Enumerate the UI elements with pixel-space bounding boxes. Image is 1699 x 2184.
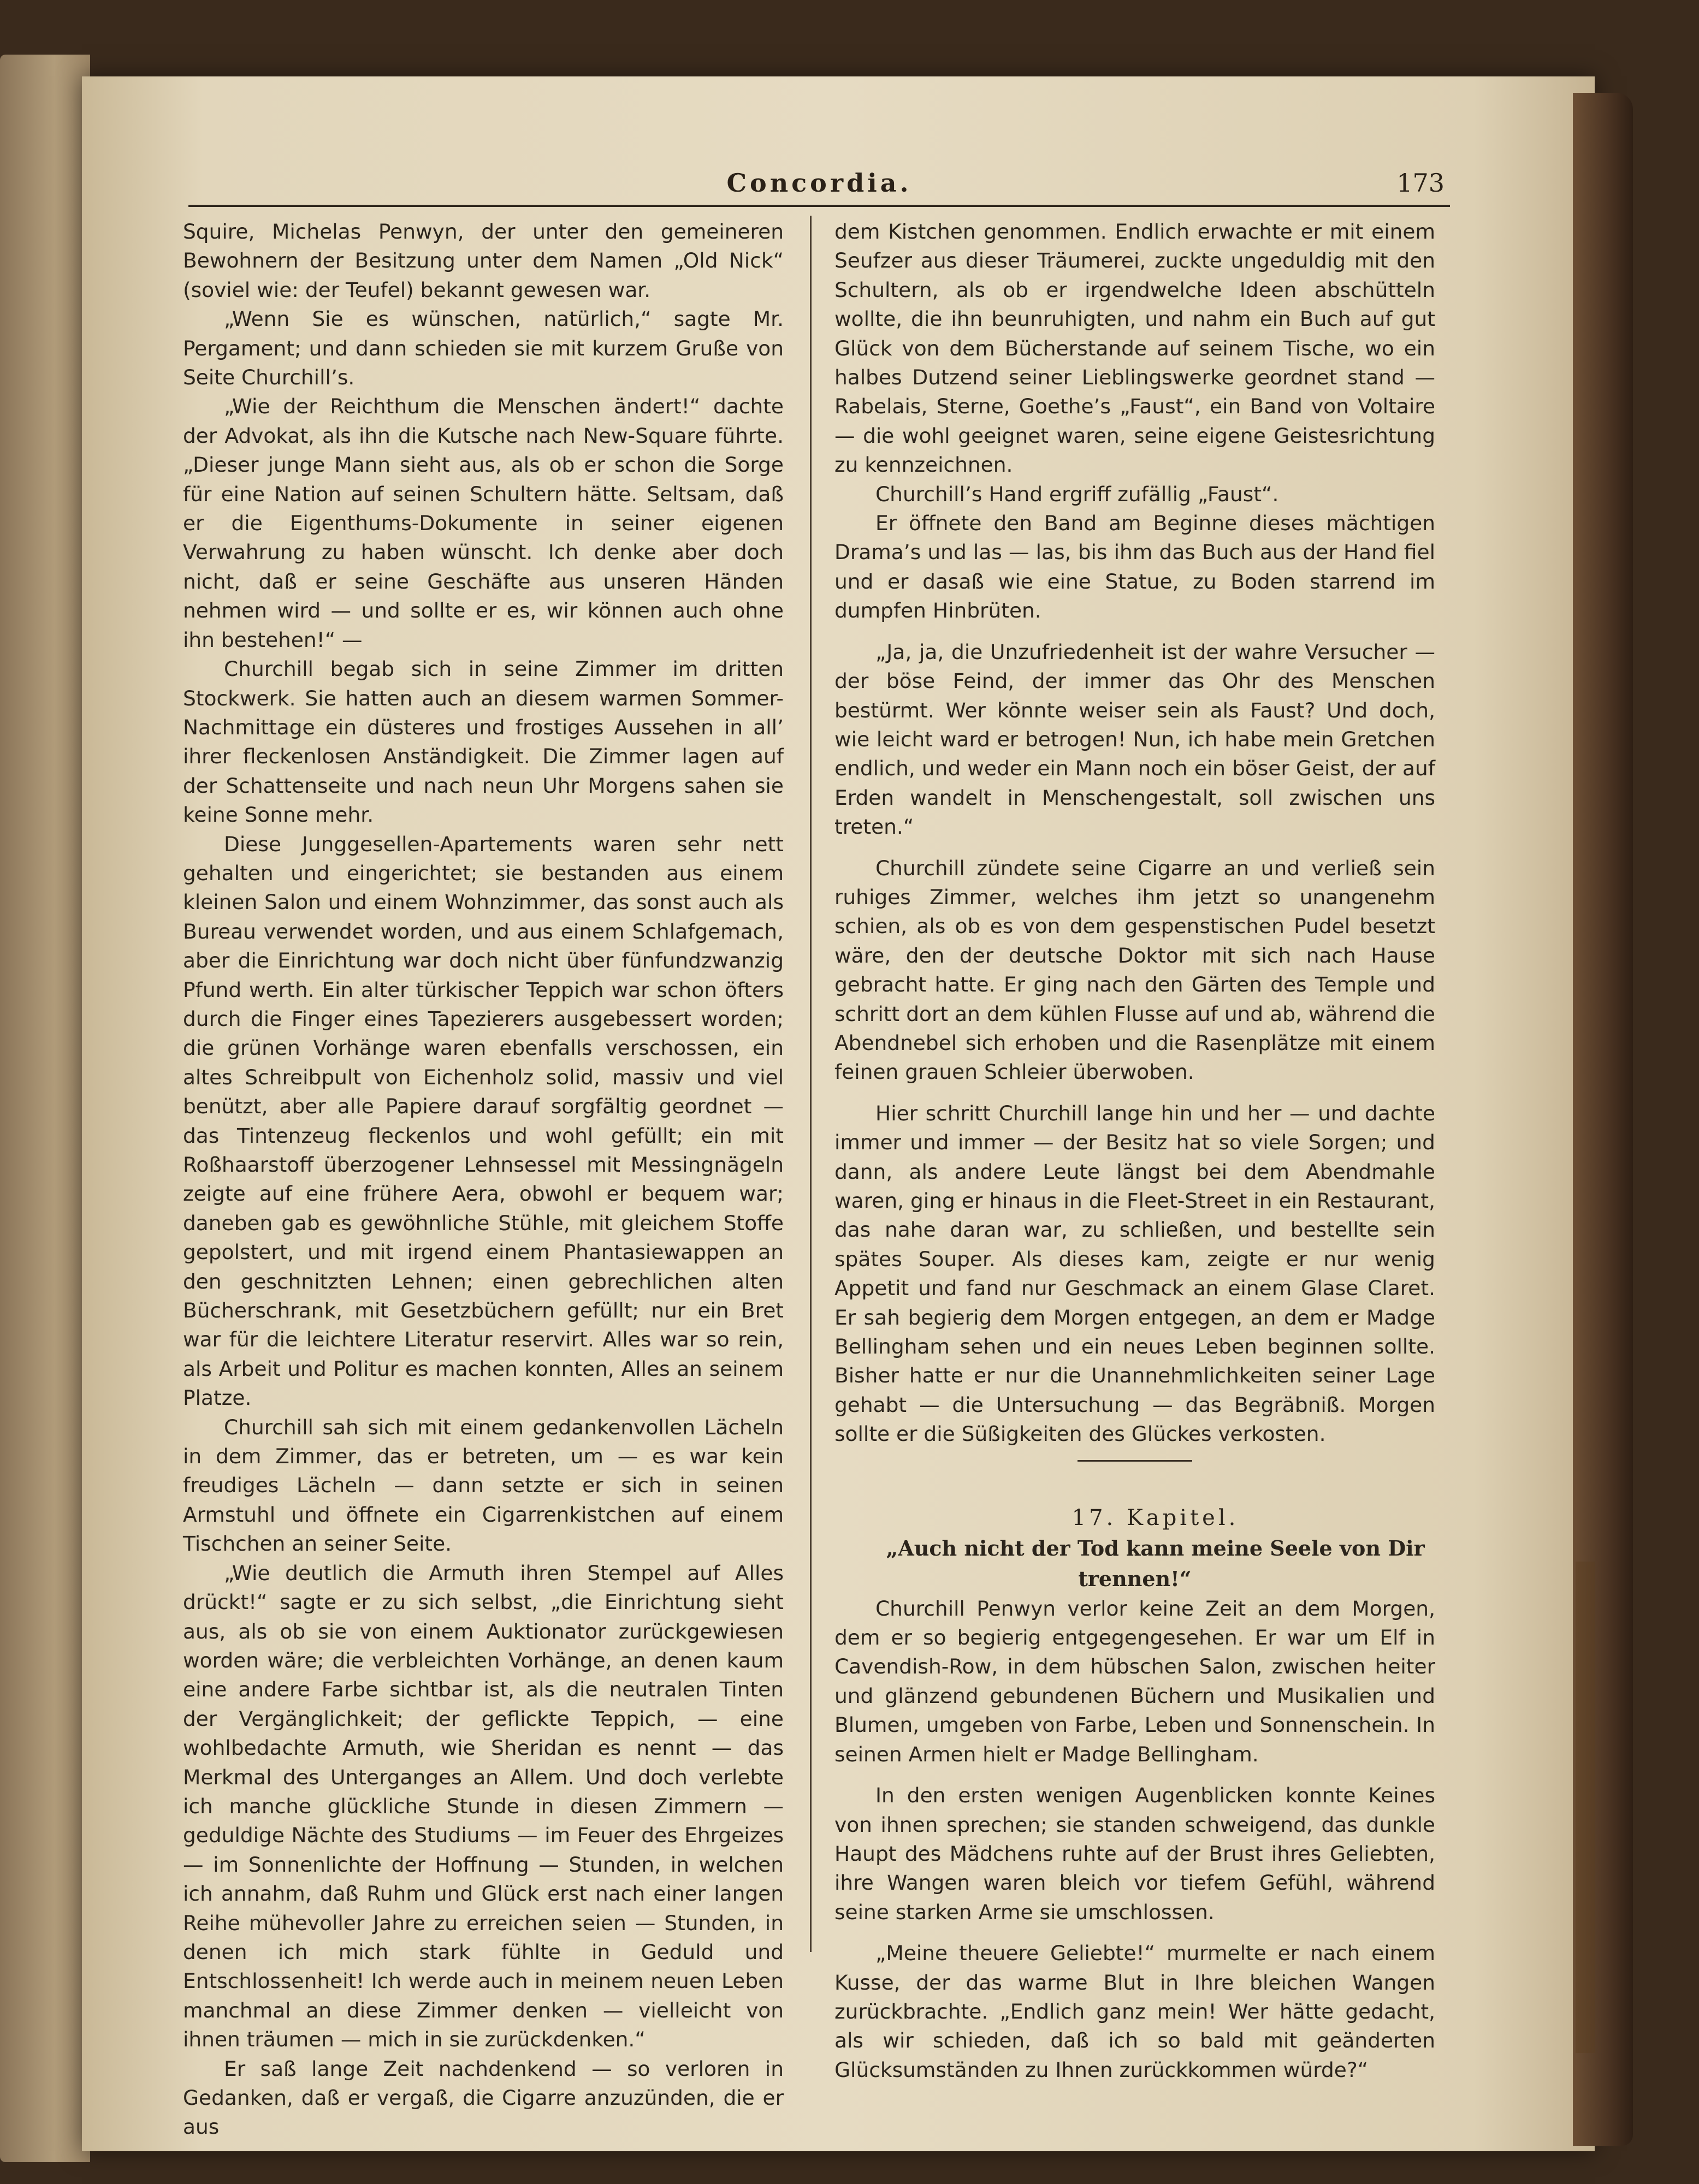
page-stain (1576, 1562, 1595, 2053)
paragraph: In den ersten wenigen Augenblicken konnte Keines von ihnen sprechen; sie standen schweigend, das dunkle Haupt des Mädchens ruhte auf der Brust ihres Geliebten, ihre Wangen waren bleich vor tiefem Gefühl, während seine starken Arme sie umschlossen. (834, 1783, 1435, 1924)
paragraph: Churchill sah sich mit einem gedankenvollen Lächeln in dem Zimmer, das er betreten, um — es war kein freudiges Lächeln — dann setzte er sich in seinen Armstuhl und öffnete ein Cigarrenkistchen auf einem Tischchen an seiner Seite. (183, 1415, 784, 1556)
paragraph: „Ja, ja, die Unzufriedenheit ist der wahre Versucher — der böse Feind, der immer das Ohr des Menschen bestürmt. Wer könnte weiser sein als Faust? Und doch, wie leicht ward er betrogen! Nun, ich habe mein Gretchen endlich, und weder ein Mann noch ein böser Geist, der auf Erden wandelt in Menschengestalt, soll zwischen uns treten.“ (834, 639, 1435, 839)
page-number: 173 (1396, 168, 1445, 198)
paragraph: „Wie deutlich die Armuth ihren Stempel auf Alles drückt!“ sagte er zu sich selbst, „die Einrichtung sieht aus, als ob sie von einem Auktionator zurückgewiesen worden wäre; die verbleichten Vorhänge, an denen kaum eine andere Farbe sichtbar ist, als die neutralen Tinten der Vergänglichkeit; der geflickte Teppich, — eine wohlbedachte Armuth, wie Sheridan es nennt — das Merkmal des Unterganges an Allem. Und doch verlebte ich manche glückliche Stunde in diesen Zimmern — geduldige Nächte des Studiums — im Feuer des Ehrgeizes — im Sonnenlichte der Hoffnung — Stunden, in welchen ich annahm, daß Ruhm und Glück erst nach einer langen Reihe mühevoller Jahre zu erreichen seien — Stunden, in denen ich mich stark fühlte in Geduld und Entschlossenheit! Ich werde auch in meinem neuen Leben manchmal an diese Zimmer denken — vielleicht von ihnen träumen — mich in sie zurückdenken.“ (183, 1560, 784, 2052)
chapter-heading: 17. Kapitel. (1072, 1505, 1239, 1530)
left-column (183, 217, 784, 2142)
paragraph: dem Kistchen genommen. Endlich erwachte er mit einem Seufzer aus dieser Träumerei, zuckte ungeduldig mit den Schultern, als ob er irgendwelche Ideen abschütteln wollte, die ihn beunruhigten, und nahm ein Buch auf gut Glück von dem Bücherstande auf seinem Tische, wo ein halbes Dutzend seiner Lieblingswerke geordnet stand — Rabelais, Sterne, Goethe’s „Faust“, ein Band von Voltaire — die wohl geeignet waren, seine eigene Geistesrichtung zu kennzeichnen. (834, 219, 1435, 477)
paragraph: Squire, Michelas Penwyn, der unter den gemeineren Bewohnern der Besitzung unter dem Namen „Old Nick“ (soviel wie: der Teufel) bekannt gewesen war. (183, 219, 784, 302)
running-header (188, 164, 1450, 207)
section-separator (1078, 1460, 1192, 1462)
paragraph: Er öffnete den Band am Beginne dieses mächtigen Drama’s und las — las, bis ihm das Buch aus der Hand fiel und er dasaß wie eine Statue, zu Boden starrend im dumpfen Hinbrüten. (834, 511, 1435, 623)
paragraph: „Wie der Reichthum die Menschen ändert!“ dachte der Advokat, als ihn die Kutsche nach New-Square führte. „Dieser junge Mann sieht aus, als ob er schon die Sorge für eine Nation auf seinen Schultern hätte. Seltsam, daß er die Eigenthums-Dokumente in seiner eigenen Verwahrung zu haben wünscht. Ich denke aber doch nicht, daß er seine Geschäfte aus unseren Händen nehmen wird — und sollte er es, wir können auch ohne ihn bestehen!“ — (183, 394, 784, 652)
paragraph: Diese Junggesellen-Apartements waren sehr nett gehalten und eingerichtet; sie bestanden aus einem kleinen Salon und einem Wohnzimmer, das sonst auch als Bureau verwendet worden, und aus einem Schlafgemach, aber die Einrichtung war doch nicht über fünfundzwanzig Pfund werth. Ein alter türkischer Teppich war schon öfters durch die Finger eines Tapezierers ausgebessert worden; die grünen Vorhänge waren ebenfalls verschossen, ein altes Schreibpult von Eichenholz solid, massiv und viel benützt, aber alle Papiere darauf sorgfältig geordnet — das Tintenzeug fleckenlos und wohl gefüllt; ein mit Roßhaarstoff überzogener Lehnsessel mit Messingnägeln zeigte auf eine frühere Aera, obwohl er bequem war; daneben gab es gewöhnliche Stühle, mit gleichem Stoffe gepolstert, und mit irgend einem Phantasiewappen an den geschnitzten Lehnen; einen gebrechlichen alten Bücherschrank, mit Gesetzbüchern gefüllt; nur ein Bret war für die leichtere Literatur reservirt. Alles war so rein, als Arbeit und Politur es machen konnten, Alles an seinem Platze. (183, 832, 784, 1410)
chapter-subtitle: „Auch nicht der Tod kann meine Seele von Dir trennen!“ (886, 1535, 1425, 1591)
paragraph: „Meine theuere Geliebte!“ murmelte er nach einem Kusse, der das warme Blut in Ihre bleichen Wangen zurückbrachte. „Endlich ganz mein! Wer hätte gedacht, als wir schieden, daß ich so bald mit geänderten Glücksumständen zu Ihnen zurückkommen würde?“ (834, 1941, 1435, 2082)
header-rule (188, 205, 1450, 207)
paragraph: Churchill’s Hand ergriff zufällig „Faust“. (875, 482, 1279, 506)
paragraph: Churchill zündete seine Cigarre an und verließ sein ruhiges Zimmer, welches ihm jetzt so unangenehm schien, als ob es von dem gespenstischen Pudel besetzt wäre, den der deutsche Doktor mit sich nach Hause gebracht hatte. Er ging nach den Gärten des Temple und schritt dort an dem kühlen Flusse auf und ab, während die Abendnebel sich erhoben und die Rasenplätze mit einem feinen grauen Schleier überwoben. (834, 856, 1435, 1084)
paragraph: Churchill begab sich in seine Zimmer im dritten Stockwerk. Sie hatten auch an diesem warmen Sommer-Nachmittage ein düsteres und frostiges Aussehen in all’ ihrer fleckenlosen Anständigkeit. Die Zimmer lagen auf der Schattenseite und nach neun Uhr Morgens sahen sie keine Sonne mehr. (183, 657, 784, 827)
paragraph: Hier schritt Churchill lange hin und her — und dachte immer und immer — der Besitz hat so viele Sorgen; und dann, als andere Leute längst bei dem Abendmahle waren, ging er hinaus in die Fleet-Street in ein Restaurant, das nahe daran war, zu schließen, und bestellte sein spätes Souper. Als dieses kam, zeigte er nur wenig Appetit und fand nur Geschmack an einem Glase Claret. Er sah begierig dem Morgen entgegen, an dem er Madge Bellingham sehen und ein neues Leben beginnen sollte. Bisher hatte er nur die Unannehmlichkeiten seiner Lage gehabt — die Untersuchung — das Begräbniß. Morgen sollte er die Süßigkeiten des Glückes verkosten. (834, 1101, 1435, 1446)
right-column (834, 217, 1435, 2085)
paragraph: „Wenn Sie es wünschen, natürlich,“ sagte Mr. Pergament; und dann schieden sie mit kurzem Gruße von Seite Churchill’s. (183, 307, 784, 390)
left-page-edge (0, 55, 90, 2162)
column-divider (810, 216, 812, 1952)
paragraph: Churchill Penwyn verlor keine Zeit an dem Morgen, dem er so begierig entgegengesehen. Er war um Elf in Cavendish-Row, in dem hübschen Salon, zwischen heiter und glänzend gebundenen Büchern und Musikalien und Blumen, umgeben von Farbe, Leben und Sonnenschein. In seinen Armen hielt er Madge Bellingham. (834, 1596, 1435, 1766)
journal-title: Concordia. (726, 168, 912, 198)
paragraph: Er saß lange Zeit nachdenkend — so verloren in Gedanken, daß er vergaß, die Cigarre anzuzünden, die er aus (183, 2056, 784, 2139)
